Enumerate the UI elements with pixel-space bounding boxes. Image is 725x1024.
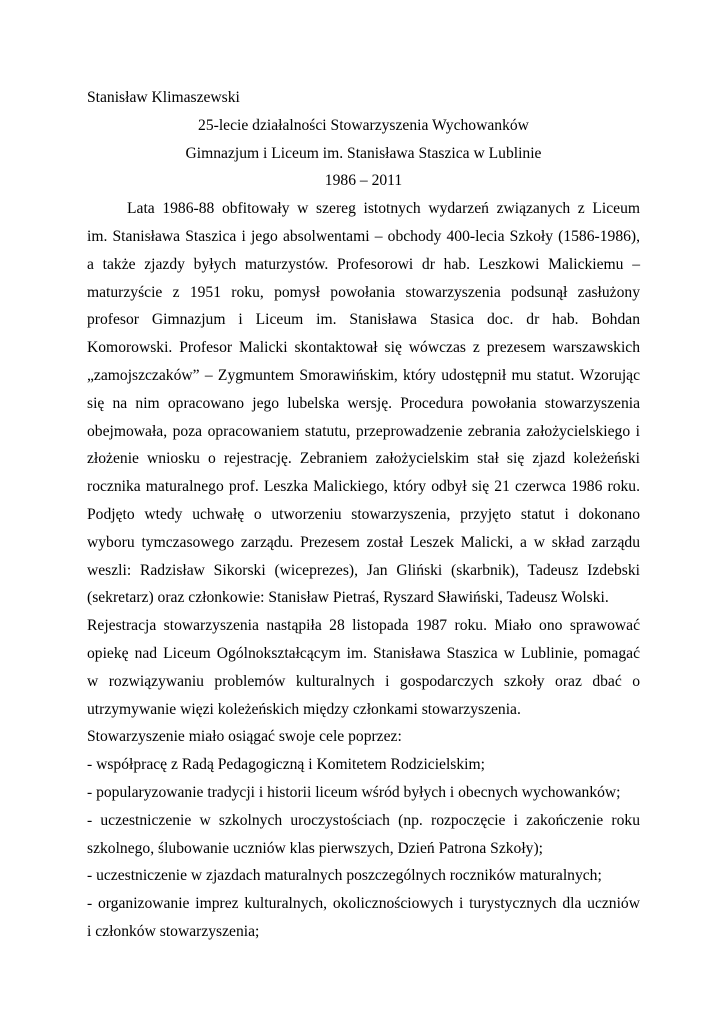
list-item: - organizowanie imprez kulturalnych, okolicznościowych i turystycznych dla uczniów bbox=[87, 895, 640, 913]
paragraph-1-line: Komorowski. Profesor Malicki skontaktował się wówczas z prezesem warszawskich bbox=[87, 339, 640, 357]
paragraph-1-line: złożenie wniosku o rejestrację. Zebraniem założycielskim stał się zjazd koleżeński bbox=[87, 450, 640, 468]
list-item-continuation: szkolnego, ślubowanie uczniów klas pierwszych, Dzień Patrona Szkoły); bbox=[87, 839, 544, 857]
title-line-3: 1986 – 2011 bbox=[324, 172, 403, 190]
paragraph-2-line: utrzymywanie więzi koleżeńskich między członkami stowarzyszenia. bbox=[87, 700, 521, 718]
list-item: - uczestniczenie w szkolnych uroczystościach (np. rozpoczęcie i zakończenie roku bbox=[87, 811, 640, 829]
paragraph-2-line: w rozwiązywaniu problemów kulturalnych i gospodarczych szkoły oraz dbać o bbox=[87, 672, 640, 690]
paragraph-1-line: obejmowała, poza opracowaniem statutu, przeprowadzenie zebrania założycielskiego i bbox=[87, 422, 640, 440]
paragraph-3 bbox=[87, 723, 640, 751]
paragraph-1 bbox=[87, 195, 640, 612]
list-item: - współpracę z Radą Pedagogiczną i Komitetem Rodzicielskim; bbox=[87, 756, 485, 774]
paragraph-1-line: Podjęto wtedy uchwałę o utworzeniu stowarzyszenia, przyjęto statut i dokonano bbox=[87, 505, 640, 523]
paragraph-1-line: wyboru tymczasowego zarządu. Prezesem został Leszek Malicki, a w skład zarządu bbox=[87, 533, 640, 551]
title-line-1: 25-lecie działalności Stowarzyszenia Wychowanków bbox=[198, 116, 529, 134]
paragraph-1-line: profesor Gimnazjum i Liceum im. Stanisława Stasica doc. dr hab. Bohdan bbox=[87, 311, 640, 329]
paragraph-3-line: Stowarzyszenie miało osiągać swoje cele poprzez: bbox=[87, 728, 402, 746]
paragraph-1-line: weszli: Radzisław Sikorski (wiceprezes), Jan Gliński (skarbnik), Tadeusz Izdebski bbox=[87, 561, 640, 579]
list-item: - popularyzowanie tradycji i historii liceum wśród byłych i obecnych wychowanków; bbox=[87, 783, 621, 801]
document-page bbox=[87, 84, 640, 946]
bullet-list bbox=[87, 751, 640, 946]
paragraph-1-line: rocznika maturalnego prof. Leszka Malickiego, który odbył się 21 czerwca 1986 roku. bbox=[87, 478, 640, 496]
paragraph-1-line: a także zjazdy byłych maturzystów. Profesorowi dr hab. Leszkowi Malickiemu – bbox=[87, 255, 640, 273]
paragraph-1-line: maturzyście z 1951 roku, pomysł powołania stowarzyszenia podsunął zasłużony bbox=[87, 283, 640, 301]
paragraph-2-line: Rejestracja stowarzyszenia nastąpiła 28 listopada 1987 roku. Miało ono sprawować bbox=[87, 617, 640, 635]
paragraph-2-line: opiekę nad Liceum Ogólnokształcącym im. Stanisława Staszica w Lublinie, pomagać bbox=[87, 644, 640, 662]
paragraph-2 bbox=[87, 612, 640, 723]
paragraph-1-line: (sekretarz) oraz członkowie: Stanisław Pietraś, Ryszard Sławiński, Tadeusz Wolski. bbox=[87, 589, 609, 607]
author-name: Stanisław Klimaszewski bbox=[87, 89, 240, 106]
paragraph-1-line: im. Stanisława Staszica i jego absolwentami – obchody 400-lecia Szkoły (1586-1986), bbox=[87, 227, 640, 245]
title-line-2: Gimnazjum i Liceum im. Stanisława Staszica w Lublinie bbox=[185, 144, 542, 162]
list-item: - uczestniczenie w zjazdach maturalnych poszczególnych roczników maturalnych; bbox=[87, 867, 602, 885]
paragraph-1-line: Lata 1986-88 obfitowały w szereg istotnych wydarzeń związanych z Liceum bbox=[127, 200, 640, 218]
paragraph-1-line: się na nim opracowano jego lubelska wersję. Procedura powołania stowarzyszenia bbox=[87, 394, 640, 412]
list-item-continuation: i członków stowarzyszenia; bbox=[87, 922, 260, 940]
paragraph-1-line: „zamojszczaków” – Zygmuntem Smorawińskim, który udostępnił mu statut. Wzorując bbox=[87, 366, 640, 384]
